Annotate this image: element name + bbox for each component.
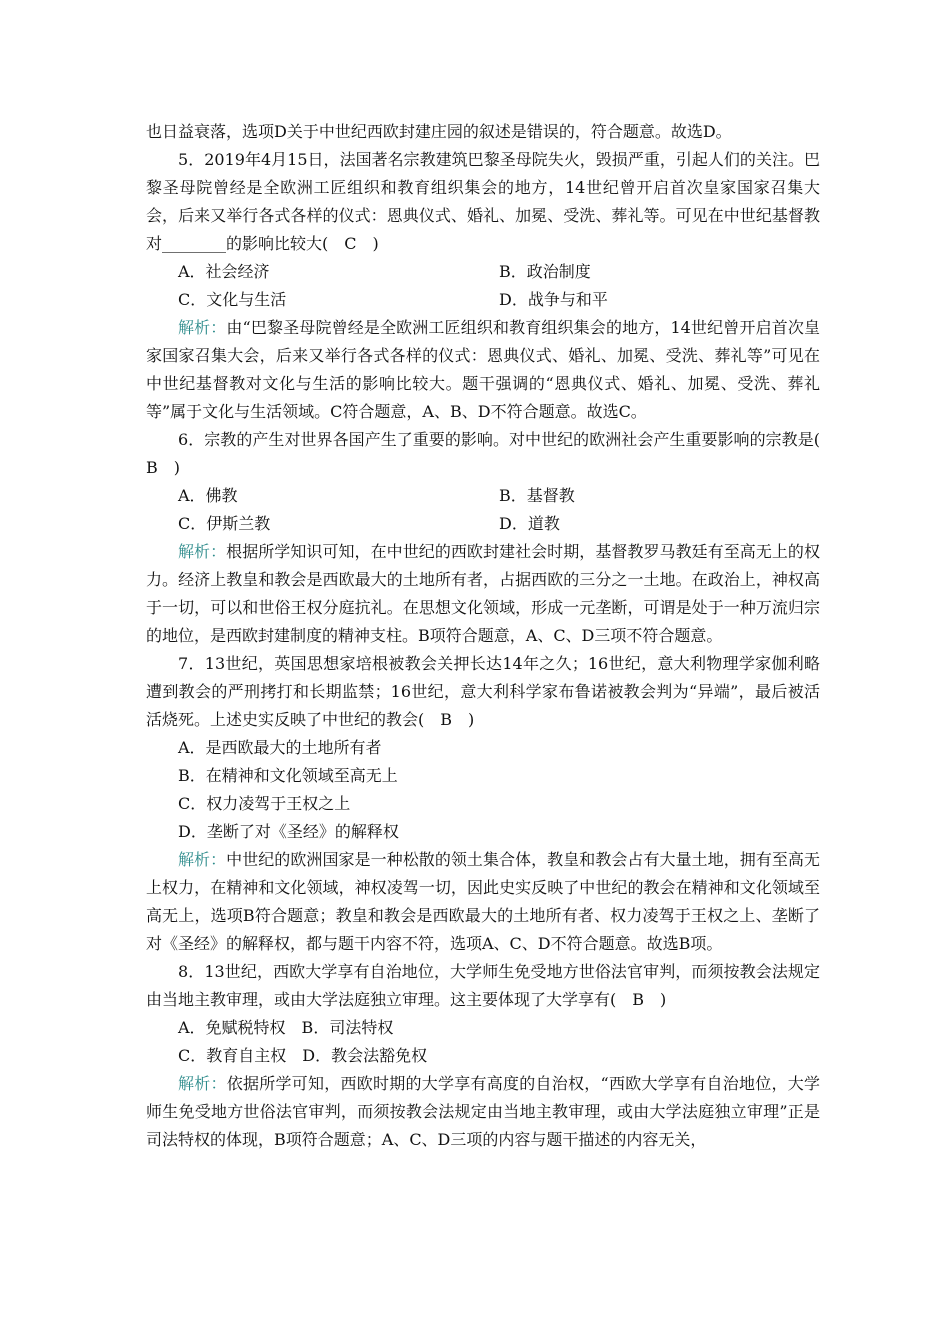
q8-options-line-2: C．教育自主权 D．教会法豁免权 xyxy=(178,1046,428,1065)
analysis-label: 解析： xyxy=(178,850,227,869)
question-6-options-row-1 xyxy=(146,482,820,510)
question-6-stem: 6．宗教的产生对世界各国产生了重要的影响。对中世纪的欧洲社会产生重要影响的宗教是( B ) xyxy=(146,430,837,477)
question-5-analysis-text: 由“巴黎圣母院曾经是全欧洲工匠组织和教育组织集会的地方，14世纪曾开启首次皇家国家召集大会，后来又举行各式各样的仪式：恩典仪式、婚礼、加冕、受洗、葬礼等”可见在中世纪基督教对文化与生活的影响比较大。题干强调的“恩典仪式、婚礼、加冕、受洗、葬礼等”属于文化与生活领域。C符合题意，A、B、D不符合题意。故选C。 xyxy=(146,318,820,421)
analysis-label: 解析： xyxy=(178,542,227,561)
q6-option-c: C．伊斯兰教 xyxy=(178,514,271,533)
analysis-label: 解析： xyxy=(178,318,227,337)
q6-option-b: B．基督教 xyxy=(499,486,575,505)
question-7-analysis-text: 中世纪的欧洲国家是一种松散的领土集合体，教皇和教会占有大量土地，拥有至高无上权力，在精神和文化领域，神权凌驾一切，因此史实反映了中世纪的教会在精神和文化领域至高无上，选项B符合题意；教皇和教会是西欧最大的土地所有者、权力凌驾于王权之上、垄断了对《圣经》的解释权，都与题干内容不符，选项A、C、D不符合题意。故选B项。 xyxy=(146,850,820,953)
question-7-stem: 7．13世纪，英国思想家培根被教会关押长达14年之久；16世纪，意大利物理学家伽利略遭到教会的严刑拷打和长期监禁；16世纪，意大利科学家布鲁诺被教会判为“异端”，最后被活活烧死。上述史实反映了中世纪的教会( B ) xyxy=(146,654,820,729)
question-8-stem: 8．13世纪，西欧大学享有自治地位，大学师生免受地方世俗法官审判，而须按教会法规定由当地主教审理，或由大学法庭独立审理。这主要体现了大学享有( B ) xyxy=(146,962,820,1009)
analysis-label: 解析： xyxy=(178,1074,227,1093)
q6-option-d: D．道教 xyxy=(499,514,560,533)
q7-option-b: B．在精神和文化领域至高无上 xyxy=(178,766,398,785)
document-page xyxy=(146,118,837,1154)
previous-answer-tail: 也日益衰落，选项D关于中世纪西欧封建庄园的叙述是错误的，符合题意。故选D。 xyxy=(146,122,732,141)
question-7-analysis xyxy=(146,846,820,958)
q5-option-c: C．文化与生活 xyxy=(178,290,287,309)
q7-option-d: D．垄断了对《圣经》的解释权 xyxy=(178,822,399,841)
question-6-analysis-text: 根据所学知识可知，在中世纪的西欧封建社会时期，基督教罗马教廷有至高无上的权力。经济上教皇和教会是西欧最大的土地所有者，占据西欧的三分之一土地。在政治上，神权高于一切，可以和世俗王权分庭抗礼。在思想文化领域，形成一元垄断，可谓是处于一种万流归宗的地位，是西欧封建制度的精神支柱。B项符合题意，A、C、D三项不符合题意。 xyxy=(146,542,820,645)
q7-option-a: A．是西欧最大的土地所有者 xyxy=(178,738,382,757)
question-8-analysis xyxy=(146,1070,820,1154)
question-6-analysis xyxy=(146,538,820,650)
q7-option-c: C．权力凌驾于王权之上 xyxy=(178,794,351,813)
question-6-options-row-2 xyxy=(146,510,820,538)
question-5-options-row-1 xyxy=(146,258,820,286)
q5-option-d: D．战争与和平 xyxy=(499,290,608,309)
q5-option-b: B．政治制度 xyxy=(499,262,591,281)
question-5-options-row-2 xyxy=(146,286,820,314)
q8-options-line-1: A．免赋税特权 B．司法特权 xyxy=(178,1018,394,1037)
question-5-stem: 5．2019年4月15日，法国著名宗教建筑巴黎圣母院失火，毁损严重，引起人们的关注。巴黎圣母院曾经是全欧洲工匠组织和教育组织集会的地方，14世纪曾开启首次皇家国家召集大会，后来又举行各式各样的仪式：恩典仪式、婚礼、加冕、受洗、葬礼等。可见在中世纪基督教对________的影响比较大( C ) xyxy=(146,150,820,253)
q5-option-a: A．社会经济 xyxy=(178,262,270,281)
q6-option-a: A．佛教 xyxy=(178,486,238,505)
question-5-analysis xyxy=(146,314,820,426)
question-8-analysis-text: 依据所学可知，西欧时期的大学享有高度的自治权，“西欧大学享有自治地位，大学师生免受地方世俗法官审判，而须按教会法规定由当地主教审理，或由大学法庭独立审理”正是司法特权的体现，B项符合题意；A、C、D三项的内容与题干描述的内容无关， xyxy=(146,1074,820,1149)
